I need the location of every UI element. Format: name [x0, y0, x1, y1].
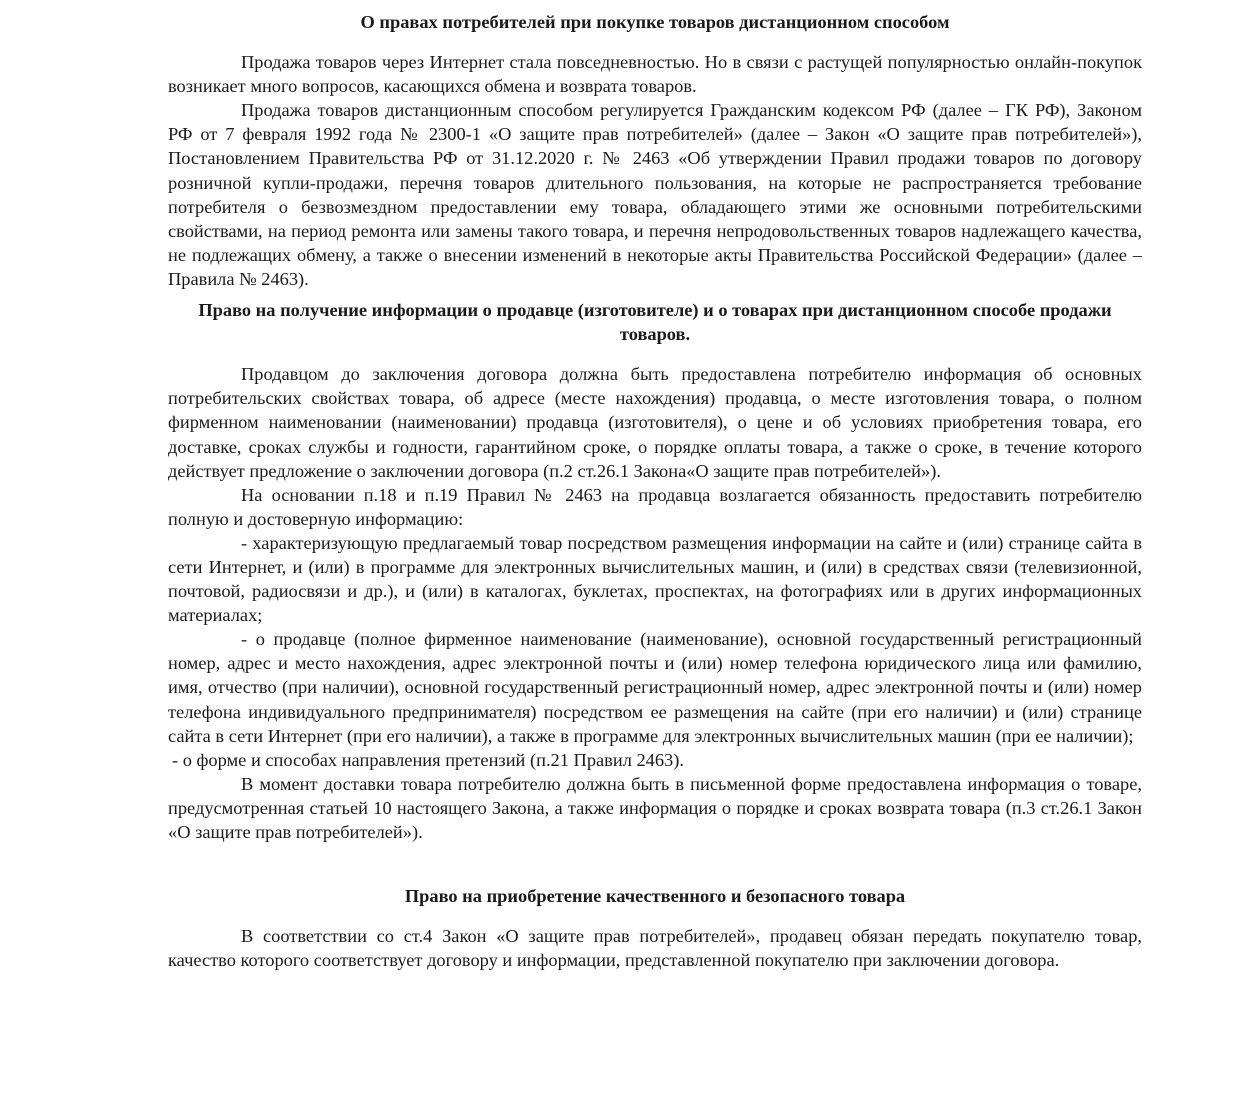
section2-list-item-3: - о форме и способах направления претензий (п.21 Правил 2463). — [172, 749, 684, 770]
section3-title: Право на приобретение качественного и безопасного товара — [404, 886, 906, 907]
section2-list-item-2: - о продавце (полное фирменное наименование (наименование), основной государственный регистрационный номер, адрес и место нахождения, адрес электронной почты и (или) номер телефона юридического лица или фамилию, имя, отчество (при наличии), основной государственный регистрационный номер, адрес электронной почты и (или) номер телефона индивидуального предпринимателя) посредством ее размещения на сайте (при его наличии) и (или) странице сайта в сети Интернет (при его наличии), а также в программе для электронных вычислительных машин (при ее наличии); — [168, 629, 1142, 746]
section2-paragraph-1: Продавцом до заключения договора должна быть предоставлена потребителю информация об основных потребительских свойствах товара, об адресе (месте нахождения) продавца, о месте изготовления товара, о полном фирменном наименовании (наименовании) продавца (изготовителя), о цене и об условиях приобретения товара, его доставке, сроках службы и годности, гарантийном сроке, о порядке оплаты товара, а также о сроке, в течение которого действует предложение о заключении договора (п.2 ст.26.1 Закона«О защите прав потребителей»). — [168, 364, 1142, 481]
section2-title: Право на получение информации о продавце (изготовителе) и о товарах при дистанционном способе продажи товаров. — [198, 300, 1112, 345]
section1-title: О правах потребителей при покупке товаров дистанционном способом — [360, 12, 950, 32]
section2-list-item-1: - характеризующую предлагаемый товар посредством размещения информации на сайте и (или) странице сайта в сети Интернет, и (или) в программе для электронных вычислительных машин, и (или) в средствах связи (телевизионной, почтовой, радиосвязи и др.), и (или) в каталогах, буклетах, проспектах, на фотографиях или в других информационных материалах; — [168, 532, 1142, 626]
section1-paragraph-1: Продажа товаров через Интернет стала повседневностью. Но в связи с растущей популярностью онлайн-покупок возникает много вопросов, касающихся обмена и возврата товаров. — [168, 52, 1142, 97]
section3-paragraph-1: В соответствии со ст.4 Закон «О защите прав потребителей», продавец обязан передать покупателю товар, качество которого соответствует договору и информации, представленной покупателю при заключении договора. — [168, 926, 1142, 971]
section2-paragraph-2: На основании п.18 и п.19 Правил № 2463 на продавца возлагается обязанность предоставить потребителю полную и достоверную информацию: — [168, 484, 1142, 529]
section2-paragraph-3: В момент доставки товара потребителю должна быть в письменной форме предоставлена информация о товаре, предусмотренная статьей 10 настоящего Закона, а также информация о порядке и сроках возврата товара (п.3 ст.26.1 Закон «О защите прав потребителей»). — [168, 773, 1142, 842]
section1-paragraph-2: Продажа товаров дистанционным способом регулируется Гражданским кодексом РФ (далее – ГК РФ), Законом РФ от 7 февраля 1992 года № 2300-1 «О защите прав потребителей» (далее – Закон «О защите прав потребителей»), Постановлением Правительства РФ от 31.12.2020 г. № 2463 «Об утверждении Правил продажи товаров по договору розничной купли-продажи, перечня товаров длительного пользования, на которые не распространяется требование потребителя о безвозмездном предоставлении ему товара, обладающего этими же основными потребительскими свойствами, на период ремонта или замены такого товара, и перечня непродовольственных товаров надлежащего качества, не подлежащих обмену, а также о внесении изменений в некоторые акты Правительства Российской Федерации» (далее – Правила № 2463). — [168, 100, 1142, 289]
document-page — [168, 10, 1142, 972]
